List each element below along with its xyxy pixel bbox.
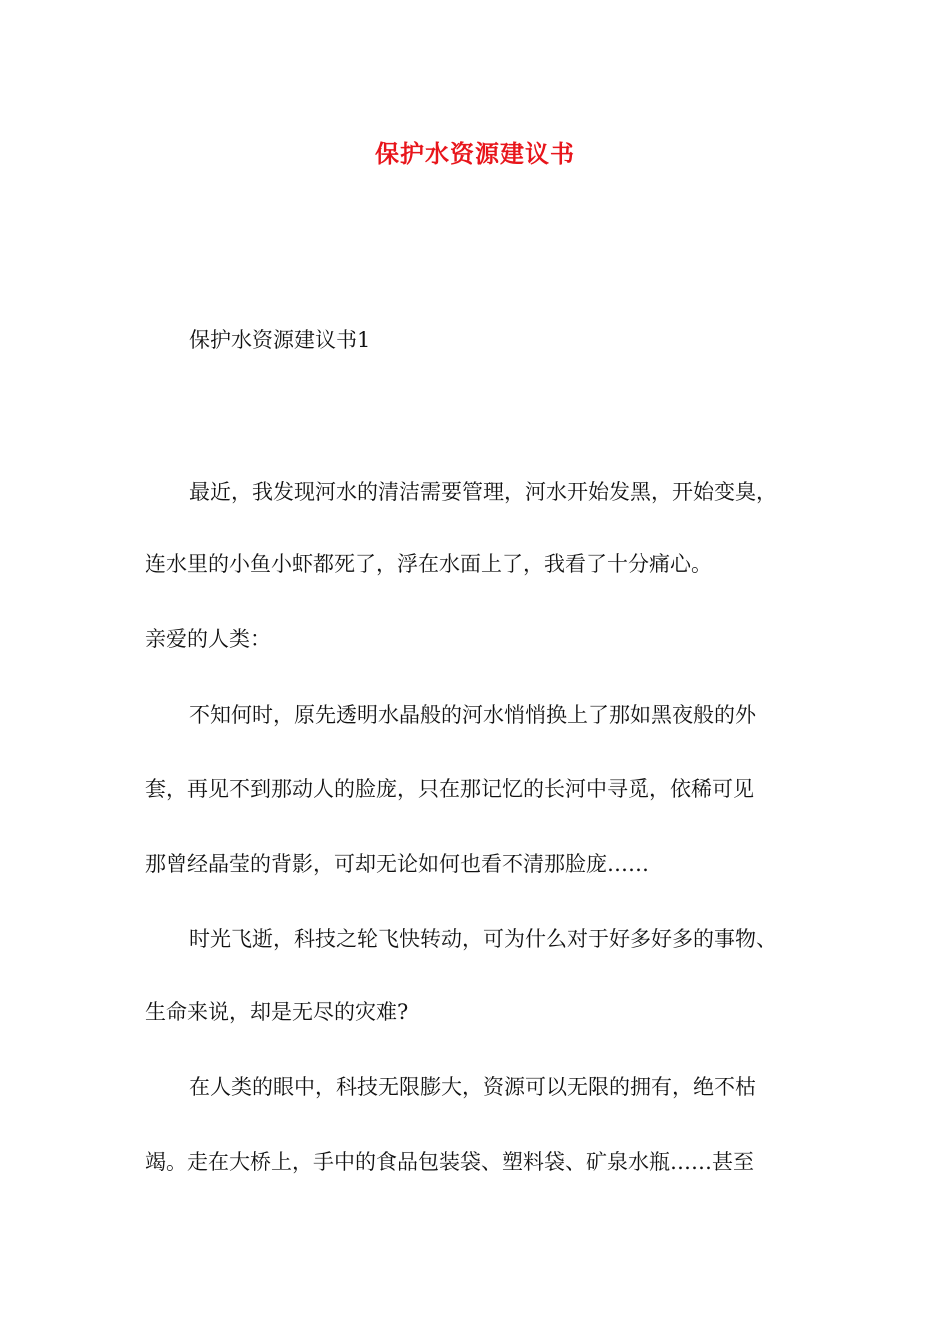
- paragraph-line: 时光飞逝，科技之轮飞快转动，可为什么对于好多好多的事物、: [189, 927, 777, 951]
- paragraph-line: 在人类的眼中，科技无限膨大，资源可以无限的拥有，绝不枯: [189, 1075, 756, 1099]
- section-heading: 保护水资源建议书1: [189, 328, 371, 352]
- paragraph-line: 竭。走在大桥上，手中的食品包装袋、塑料袋、矿泉水瓶……甚至: [145, 1150, 754, 1174]
- paragraph-line: 不知何时，原先透明水晶般的河水悄悄换上了那如黑夜般的外: [189, 703, 756, 727]
- paragraph-line: 套，再见不到那动人的脸庞，只在那记忆的长河中寻觅，依稀可见: [145, 777, 754, 801]
- paragraph-line: 连水里的小鱼小虾都死了，浮在水面上了，我看了十分痛心。: [145, 552, 712, 576]
- salutation: 亲爱的人类：: [145, 627, 271, 651]
- document-title: 保护水资源建议书: [375, 139, 575, 168]
- paragraph-line: 生命来说，却是无尽的灾难?: [145, 1000, 409, 1024]
- paragraph-line: 那曾经晶莹的背影，可却无论如何也看不清那脸庞……: [145, 852, 649, 876]
- paragraph-line: 最近，我发现河水的清洁需要管理，河水开始发黑，开始变臭，: [189, 480, 777, 504]
